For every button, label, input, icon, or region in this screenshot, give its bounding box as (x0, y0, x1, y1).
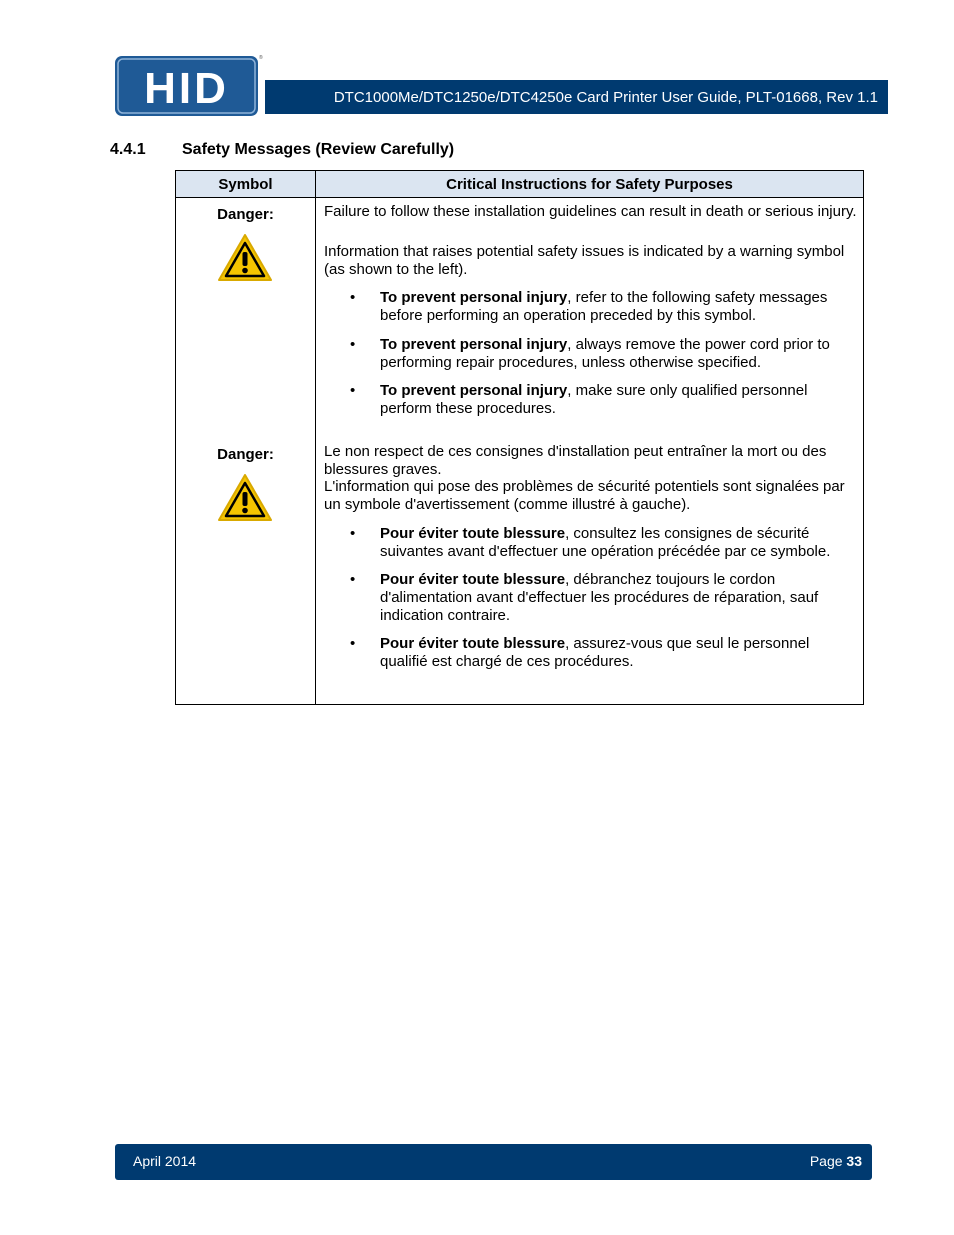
bullet-bold: To prevent personal injury (380, 289, 568, 306)
footer-bar (115, 1144, 872, 1180)
bullet-bold: Pour éviter toute blessure (380, 525, 566, 542)
paragraph-en-1: Failure to follow these installation guidelines can result in death or serious injury. (324, 203, 857, 220)
danger-label-en: Danger: (217, 206, 274, 223)
bullet-icon: • (350, 289, 356, 306)
page-label: Page (809, 1153, 847, 1169)
paragraph-fr-2: L'information qui pose des problèmes de sécurité potentiels sont signalées par un symbole d'avertissement (comme illustré à gauche). (324, 478, 845, 513)
column-header-instructions: Critical Instructions for Safety Purposes (316, 171, 864, 198)
svg-text:HID: HID (144, 64, 229, 113)
bullet-text: , assurez-vous que seul le personnel qualifié est chargé de ces procédures. (380, 635, 810, 670)
warning-triangle-icon (217, 473, 273, 523)
bullet-text: , refer to the following safety messages before performing an operation preceded by this symbol. (380, 289, 828, 324)
section-number: 4.4.1 (110, 141, 146, 158)
page-indicator (810, 1153, 862, 1169)
danger-label-fr: Danger: (217, 446, 274, 463)
bullet-text: , always remove the power cord prior to performing repair procedures, unless otherwise specified. (380, 336, 830, 371)
bullet-bold: Pour éviter toute blessure (380, 635, 566, 652)
table-row (176, 198, 864, 705)
hid-logo (115, 56, 258, 116)
bullet-bold: Pour éviter toute blessure (380, 571, 566, 588)
table-header-row (176, 171, 864, 198)
section-heading (110, 141, 454, 159)
bullet-icon: • (350, 571, 356, 588)
document-title: DTC1000Me/DTC1250e/DTC4250e Card Printer User Guide, PLT-01668, Rev 1.1 (333, 88, 878, 106)
footer-date: April 2014 (133, 1153, 197, 1169)
bullet-icon: • (350, 525, 356, 542)
bullet-icon: • (350, 336, 356, 353)
bullet-bold: To prevent personal injury (380, 382, 568, 399)
symbol-cell (176, 198, 316, 705)
page-number: 33 (846, 1153, 862, 1169)
paragraph-fr-1: Le non respect de ces consignes d'installation peut entraîner la mort ou des blessures graves. (324, 443, 827, 478)
registered-mark: ® (259, 55, 263, 61)
bullet-icon: • (350, 382, 356, 399)
column-header-symbol: Symbol (176, 171, 316, 198)
bullet-text: , make sure only qualified personnel perform these procedures. (380, 382, 808, 417)
header-bar (265, 80, 888, 114)
bullet-icon: • (350, 635, 356, 652)
warning-triangle-icon (217, 233, 273, 283)
bullet-text: , consultez les consignes de sécurité suivantes avant d'effectuer une opération précédée par ce symbole. (380, 525, 831, 560)
safety-table (175, 170, 864, 705)
paragraph-en-2: Information that raises potential safety issues is indicated by a warning symbol (as shown to the left). (324, 243, 845, 278)
bullet-bold: To prevent personal injury (380, 336, 568, 353)
section-title: Safety Messages (Review Carefully) (182, 141, 455, 158)
instructions-cell (316, 198, 864, 705)
bullet-text: , débranchez toujours le cordon d'alimentation avant d'effectuer les procédures de réparation, sauf indication contraire. (380, 571, 819, 624)
